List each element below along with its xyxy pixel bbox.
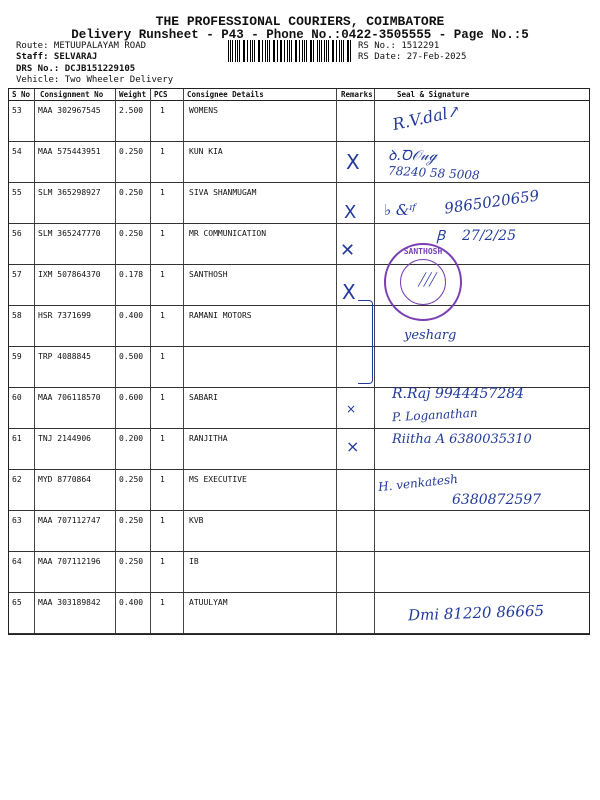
- cell-consignee: IB: [189, 557, 199, 566]
- cell-consignee: MS EXECUTIVE: [189, 475, 247, 484]
- barcode-bar: [332, 40, 333, 62]
- cell-consignment: SLM 365247770: [38, 229, 101, 238]
- bracket-mark: [358, 300, 373, 384]
- cell-sno: 64: [12, 557, 22, 566]
- cell-weight: 0.250: [119, 188, 144, 197]
- cell-consignee: SIVA SHANMUGAM: [189, 188, 257, 197]
- col-remarks: Remarks: [341, 90, 373, 99]
- cell-consignment: HSR 7371699: [38, 311, 91, 320]
- cell-weight: 0.250: [119, 557, 144, 566]
- barcode: [228, 40, 354, 62]
- signature-57: ⧸⧸⧸: [418, 270, 435, 289]
- barcode-bar: [228, 40, 229, 62]
- cell-weight: 0.400: [119, 598, 144, 607]
- cross-mark: X: [346, 150, 360, 174]
- cell-consignment: MAA 707112747: [38, 516, 101, 525]
- handwriting-62a: H. venkatesh: [377, 471, 459, 495]
- cell-consignment: MAA 707112196: [38, 557, 101, 566]
- table-row: [9, 551, 589, 593]
- cell-sno: 65: [12, 598, 22, 607]
- barcode-bar: [274, 40, 275, 62]
- handwriting-56: 27/2/25: [462, 228, 516, 244]
- staff-label: Staff: SELVARAJ: [16, 52, 98, 62]
- cell-weight: 0.200: [119, 434, 144, 443]
- handwriting-54: 78240 58 5008: [387, 163, 480, 183]
- cell-consignment: SLM 365298927: [38, 188, 101, 197]
- cell-sno: 53: [12, 106, 22, 115]
- barcode-bar: [262, 40, 263, 62]
- barcode-bar: [296, 40, 297, 62]
- cross-mark: X: [344, 202, 357, 223]
- barcode-bar: [250, 40, 251, 62]
- table-row: [9, 305, 589, 347]
- cell-consignment: IXM 507864370: [38, 270, 101, 279]
- cell-consignee: RANJITHA: [189, 434, 228, 443]
- barcode-bar: [287, 40, 288, 62]
- cell-pcs: 1: [160, 106, 165, 115]
- col-seal: Seal & Signature: [397, 90, 470, 99]
- delivery-stamp: SANTHOSH: [384, 243, 462, 321]
- drs-label: DRS No.: DCJB151229105: [16, 64, 136, 74]
- cell-weight: 0.250: [119, 516, 144, 525]
- barcode-bar: [339, 40, 340, 62]
- cell-sno: 56: [12, 229, 22, 238]
- barcode-bar: [281, 40, 282, 62]
- cell-weight: 0.500: [119, 352, 144, 361]
- cell-pcs: 1: [160, 598, 165, 607]
- cell-sno: 61: [12, 434, 22, 443]
- barcode-bar: [311, 40, 312, 62]
- barcode-bar: [239, 40, 240, 62]
- cell-consignment: MAA 302967545: [38, 106, 101, 115]
- company-title: THE PROFESSIONAL COURIERS, COIMBATORE: [155, 14, 445, 29]
- barcode-bar: [317, 40, 318, 62]
- barcode-bar: [324, 40, 325, 62]
- cell-sno: 58: [12, 311, 22, 320]
- cell-pcs: 1: [160, 311, 165, 320]
- cell-weight: 0.250: [119, 475, 144, 484]
- cell-sno: 63: [12, 516, 22, 525]
- cell-weight: 2.500: [119, 106, 144, 115]
- barcode-bar: [343, 40, 344, 62]
- table-row: [9, 346, 589, 388]
- handwriting-55: 9865020659: [443, 186, 541, 218]
- rs-date: RS Date: 27-Feb-2025: [358, 52, 467, 62]
- col-pcs: PCS: [154, 90, 168, 99]
- cell-consignment: TRP 4088845: [38, 352, 91, 361]
- cell-consignment: MAA 575443951: [38, 147, 101, 156]
- col-sno: S No: [12, 90, 31, 99]
- handwriting-58: yesharg: [404, 328, 457, 343]
- cell-consignment: MAA 706118570: [38, 393, 101, 402]
- cross-mark: ×: [346, 402, 357, 416]
- rs-number: RS No.: 1512291: [358, 41, 440, 51]
- cell-consignee: KUN KIA: [189, 147, 223, 156]
- cell-pcs: 1: [160, 188, 165, 197]
- signature-55: ♭ &ᶦᶠ: [384, 201, 416, 219]
- cell-consignee: WOMENS: [189, 106, 218, 115]
- cell-sno: 55: [12, 188, 22, 197]
- cross-mark: X: [342, 280, 356, 304]
- barcode-bar: [350, 40, 351, 62]
- cell-consignee: RAMANI MOTORS: [189, 311, 252, 320]
- barcode-bar: [328, 40, 329, 62]
- runsheet-table: [8, 88, 590, 635]
- cell-sno: 57: [12, 270, 22, 279]
- cell-pcs: 1: [160, 270, 165, 279]
- col-weight: Weight: [119, 90, 147, 99]
- cell-pcs: 1: [160, 352, 165, 361]
- cell-sno: 54: [12, 147, 22, 156]
- cell-sno: 60: [12, 393, 22, 402]
- cell-weight: 0.600: [119, 393, 144, 402]
- barcode-bar: [235, 40, 236, 62]
- barcode-bar: [269, 40, 270, 62]
- cell-pcs: 1: [160, 147, 165, 156]
- cell-pcs: 1: [160, 557, 165, 566]
- barcode-bar: [258, 40, 259, 62]
- cell-consignment: MYD 8770864: [38, 475, 91, 484]
- table-row: [9, 264, 589, 306]
- runsheet-title: Delivery Runsheet - P43 - Phone No.:0422-3505555 - Page No.:5: [71, 28, 529, 42]
- cell-pcs: 1: [160, 516, 165, 525]
- signature-53: R.V.dal↗: [390, 101, 463, 134]
- cell-weight: 0.250: [119, 147, 144, 156]
- cell-weight: 0.400: [119, 311, 144, 320]
- cell-consignment: TNJ 2144906: [38, 434, 91, 443]
- cell-consignee: SABARI: [189, 393, 218, 402]
- handwriting-61: Riitha A 6380035310: [392, 432, 532, 447]
- handwriting-60a: R.Raj 9944457284: [392, 386, 525, 402]
- cell-sno: 59: [12, 352, 22, 361]
- cross-mark: ✕: [340, 240, 356, 261]
- handwriting-62b: 6380872597: [452, 492, 542, 508]
- barcode-bar: [304, 40, 305, 62]
- signature-54: ꝺ.Ꝺ𝒪𝓊ℊ: [388, 148, 437, 164]
- cell-consignee: SANTHOSH: [189, 270, 228, 279]
- route-label: Route: METUUPALAYAM ROAD: [16, 41, 147, 51]
- vehicle-label: Vehicle: Two Wheeler Delivery: [16, 75, 174, 85]
- cell-consignment: MAA 303189842: [38, 598, 101, 607]
- cell-consignee: MR COMMUNICATION: [189, 229, 267, 238]
- barcode-bar: [295, 40, 296, 62]
- handwriting-65: Dmi 81220 86665: [407, 601, 545, 625]
- cell-pcs: 1: [160, 393, 165, 402]
- handwriting-60b: P. Loganathan: [391, 405, 478, 425]
- cell-consignee: KVB: [189, 516, 204, 525]
- signature-56: Ꞵ: [436, 228, 445, 244]
- cell-pcs: 1: [160, 434, 165, 443]
- cell-weight: 0.178: [119, 270, 144, 279]
- barcode-bar: [247, 40, 248, 62]
- cell-pcs: 1: [160, 229, 165, 238]
- table-row: [9, 141, 589, 183]
- col-consignment: Consignment No: [40, 90, 104, 99]
- cross-mark: ×: [346, 437, 360, 456]
- cell-pcs: 1: [160, 475, 165, 484]
- cell-weight: 0.250: [119, 229, 144, 238]
- col-consignee: Consignee Details: [187, 90, 264, 99]
- cell-sno: 62: [12, 475, 22, 484]
- table-row: [9, 100, 589, 142]
- cell-consignee: ATUULYAM: [189, 598, 228, 607]
- table-row: [9, 510, 589, 552]
